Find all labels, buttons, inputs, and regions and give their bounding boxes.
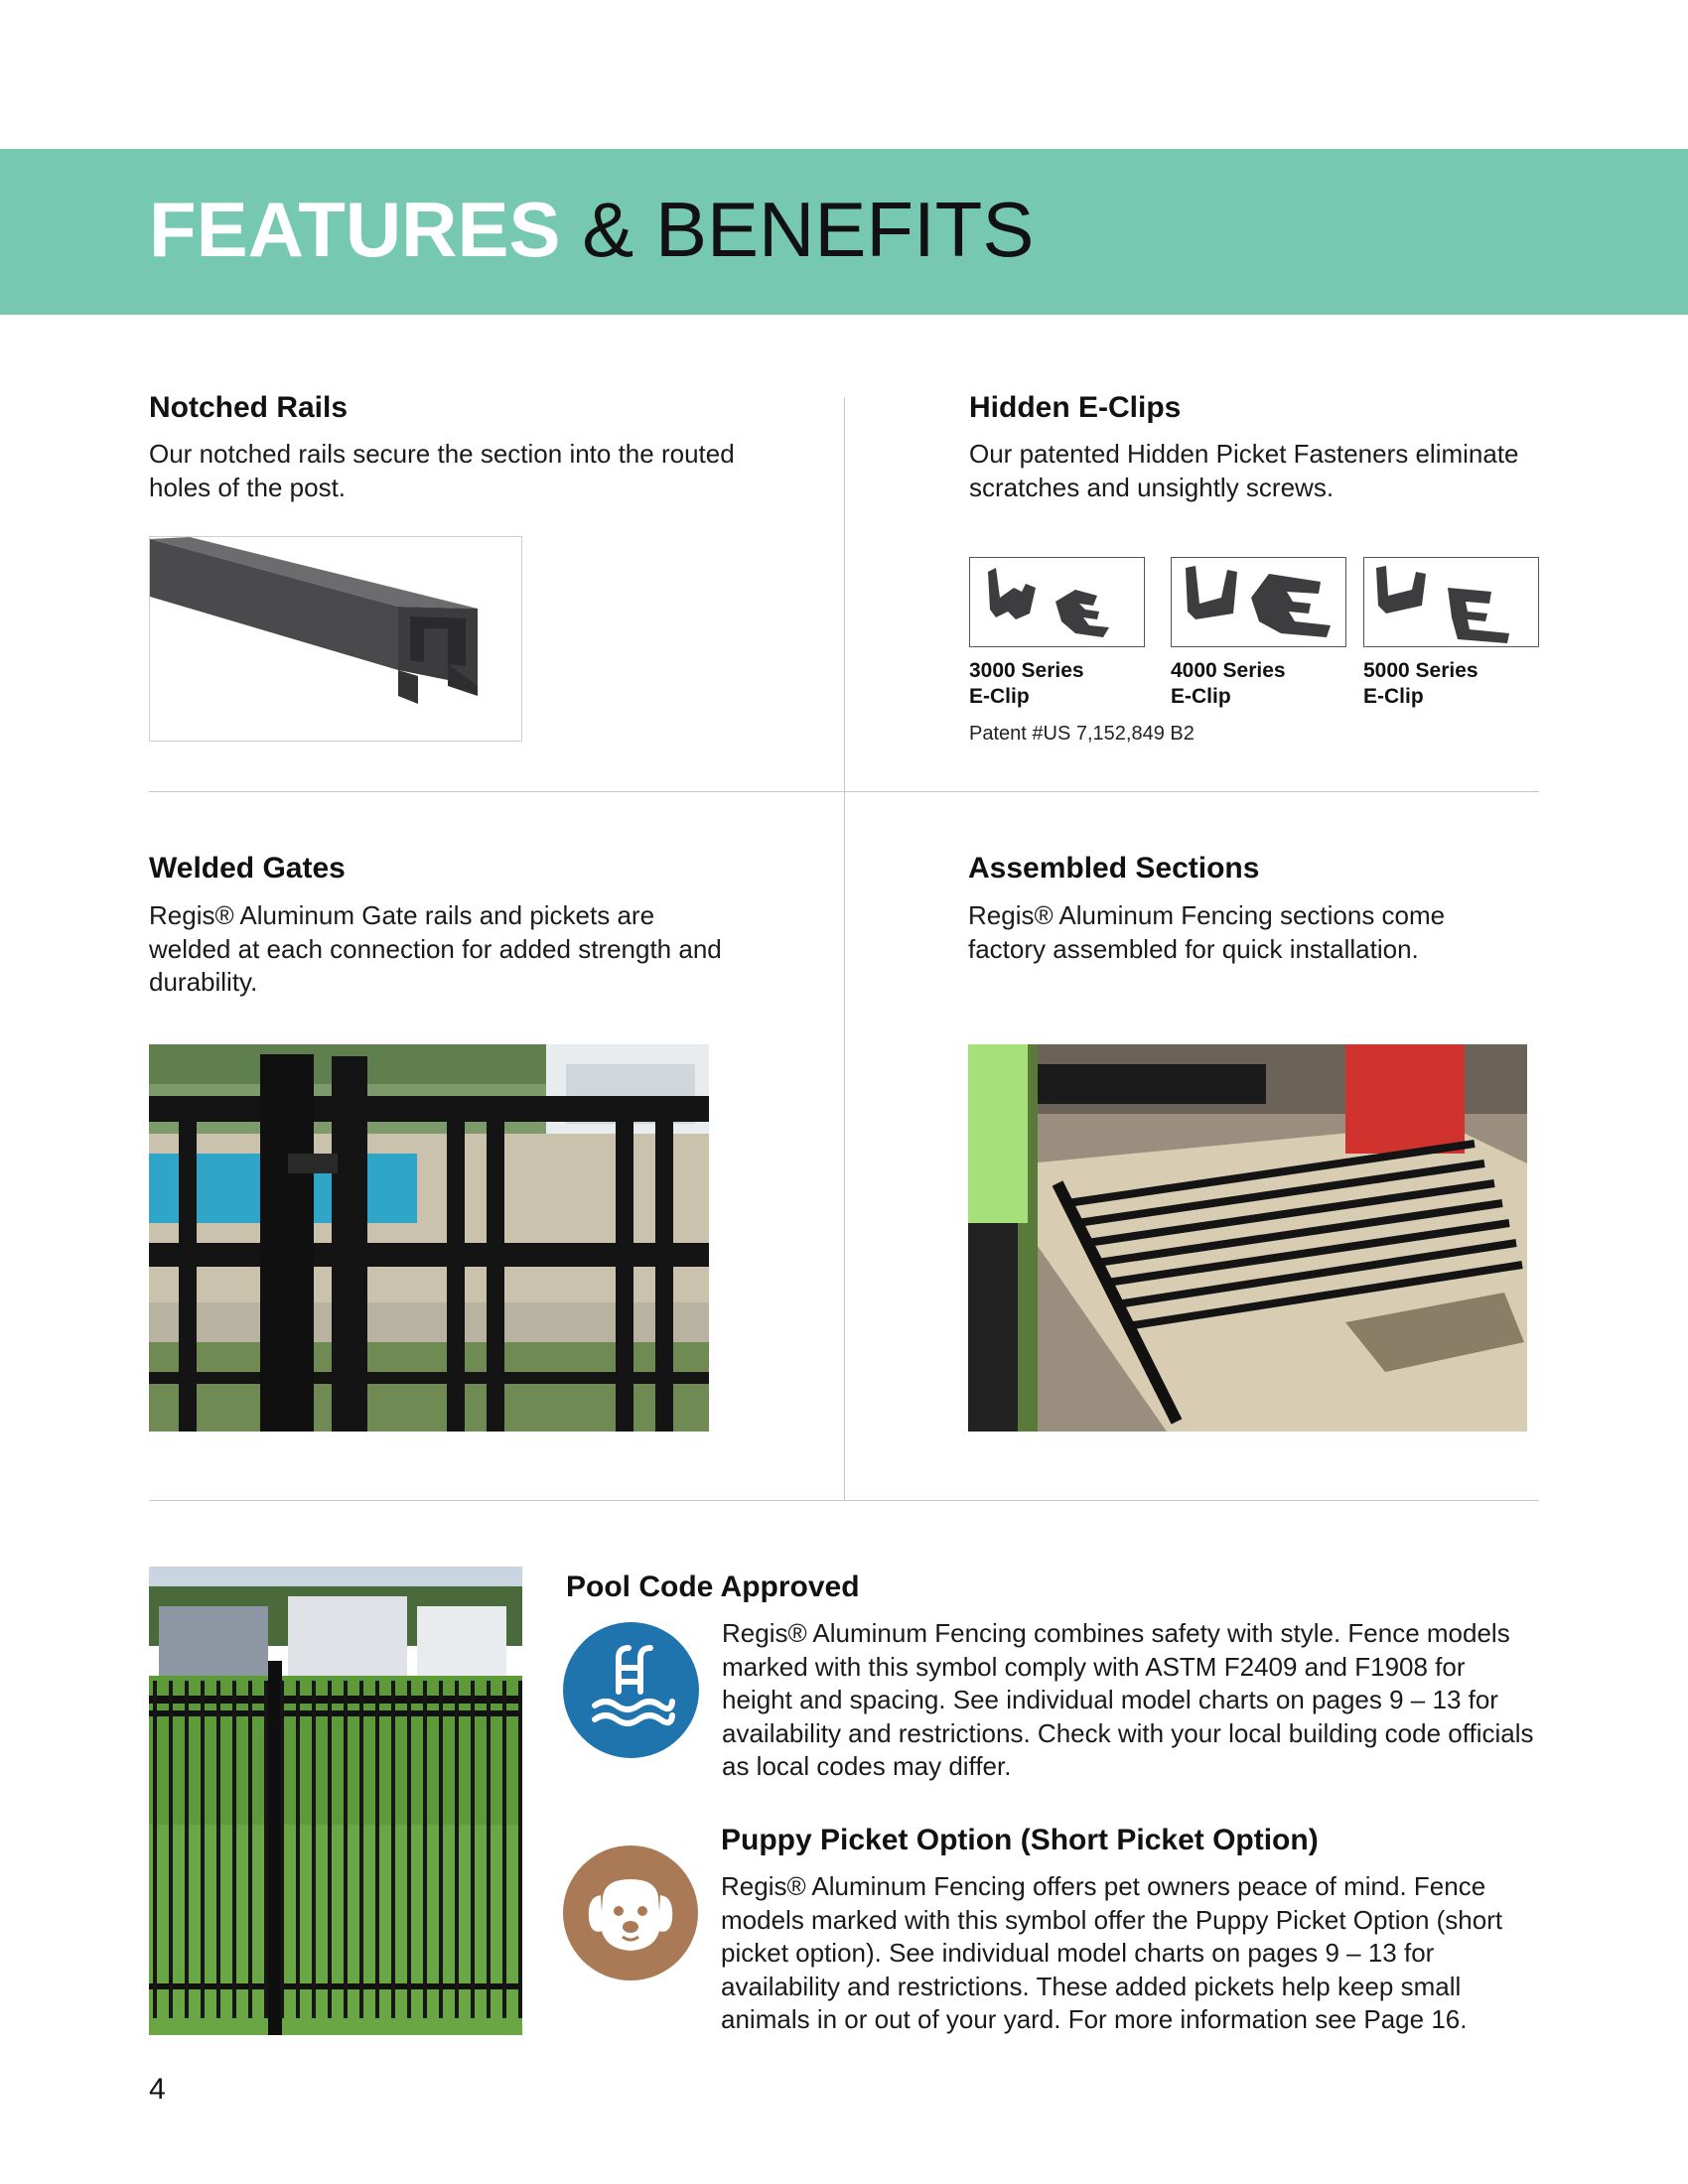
eclip-illustration: [1364, 558, 1537, 645]
pool-fence-illustration: [149, 1567, 522, 2035]
notched-rail-image: [149, 536, 522, 742]
eclip-4000-image: [1171, 557, 1346, 647]
assembled-sections-body: Regis® Aluminum Fencing sections come factory assembled for quick installation.: [968, 900, 1446, 964]
column-divider: [844, 397, 845, 1501]
hidden-eclips-body: Our patented Hidden Picket Fasteners eliminate scratches and unsightly screws.: [969, 439, 1519, 502]
hidden-eclips-title: Hidden E-Clips: [969, 391, 1182, 424]
eclip-illustration: [1172, 558, 1344, 645]
welded-gates-title: Welded Gates: [149, 852, 346, 885]
puppy-picket-title: Puppy Picket Option (Short Picket Option): [721, 1824, 1319, 1856]
pool-code-title: Pool Code Approved: [566, 1570, 860, 1603]
assembled-section-illustration: [968, 1044, 1527, 1432]
welded-gate-photo: [149, 1044, 709, 1432]
pool-fence-photo: [149, 1567, 522, 2035]
page-number: 4: [149, 2073, 166, 2106]
eclip-4000-label: 4000 Series E-Clip: [1171, 659, 1286, 708]
row-divider-2: [149, 1500, 1539, 1501]
notched-rails-body: Our notched rails secure the section into the routed holes of the post.: [149, 439, 735, 502]
welded-gates-body: Regis® Aluminum Gate rails and pickets are welded at each connection for added strength and durability.: [149, 900, 722, 997]
page-title-bold: FEATURES: [149, 186, 561, 273]
puppy-picket-body: Regis® Aluminum Fencing offers pet owners peace of mind. Fence models marked with this symbol offer the Puppy Picket Option (short picket option). See individual model charts on pages 9 – 13 for availability and restrictions. These added pickets help keep small animals in or out of your yard. For more information see Page 16.: [721, 1871, 1503, 2034]
notched-rail-illustration: [150, 537, 521, 741]
eclip-5000-image: [1363, 557, 1539, 647]
assembled-section-photo: [968, 1044, 1527, 1432]
patent-number: Patent #US 7,152,849 B2: [969, 723, 1195, 745]
eclip-illustration: [970, 558, 1143, 645]
welded-gate-illustration: [149, 1044, 709, 1432]
row-divider-1: [149, 791, 1539, 792]
page-title-rest: & BENEFITS: [582, 186, 1035, 273]
eclip-3000-image: [969, 557, 1145, 647]
eclip-5000-label: 5000 Series E-Clip: [1363, 659, 1478, 708]
assembled-sections-title: Assembled Sections: [968, 852, 1260, 885]
page-title: [149, 185, 1034, 274]
puppy-icon: [563, 1845, 698, 1980]
pool-code-body: Regis® Aluminum Fencing combines safety with style. Fence models marked with this symbol comply with ASTM F2409 and F1908 for height and spacing. See individual model charts on pages 9 – 13 for availability and restrictions. Check with your local building code officials as local codes may differ.: [722, 1618, 1534, 1781]
pool-ladder-icon: [563, 1622, 699, 1758]
notched-rails-title: Notched Rails: [149, 391, 349, 424]
eclip-3000-label: 3000 Series E-Clip: [969, 659, 1084, 708]
